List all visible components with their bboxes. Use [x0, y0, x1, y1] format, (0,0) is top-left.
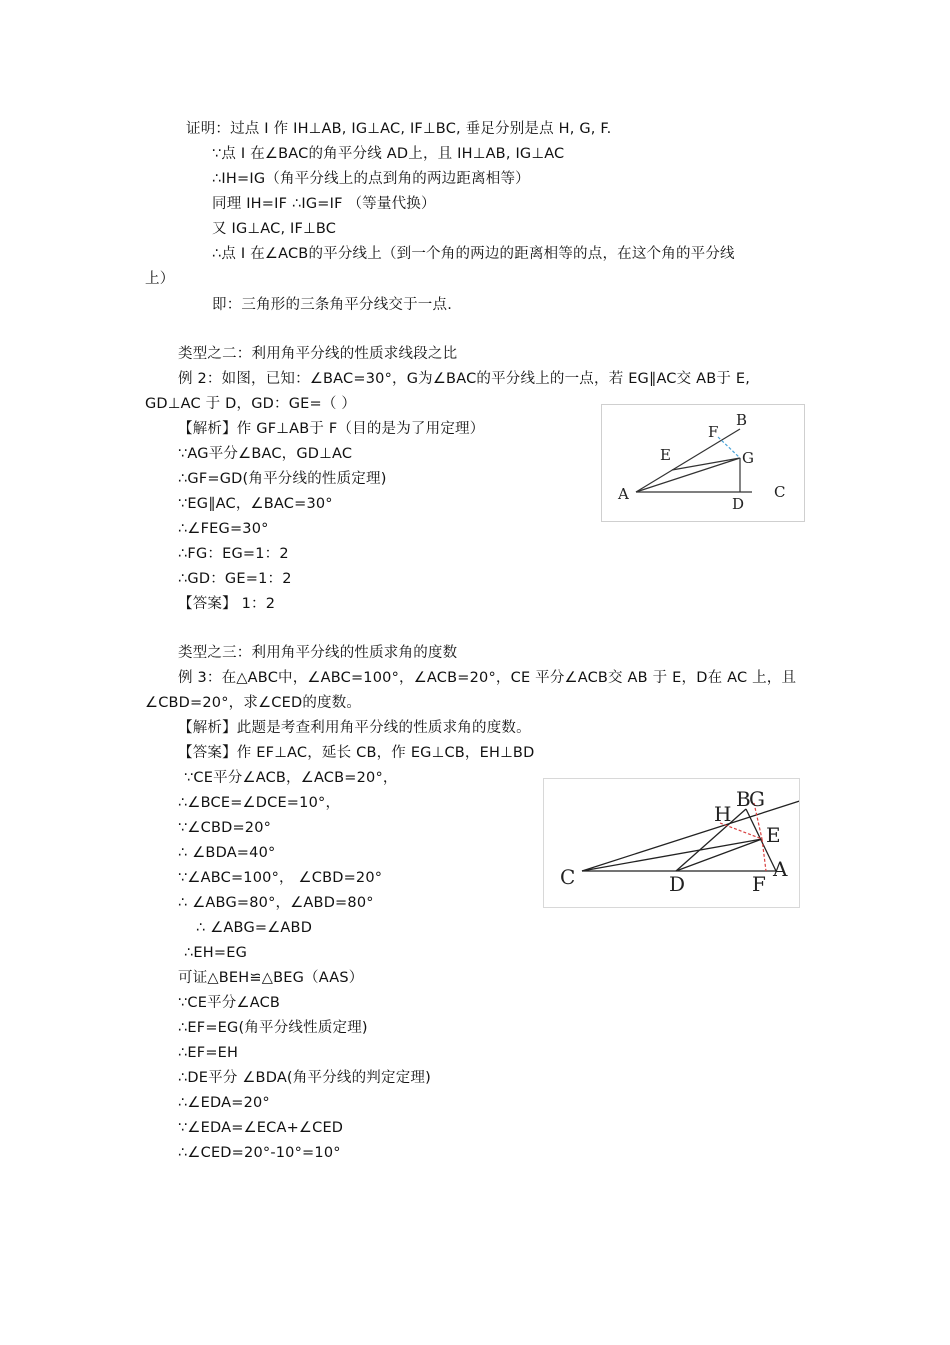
proof-conclusion: 即：三角形的三条角平分线交于一点.	[212, 297, 453, 313]
label-f: F	[752, 872, 766, 896]
type2-analysis: 【解析】作 GF⊥AB于 F（目的是为了用定理）	[178, 421, 485, 437]
type3-step-16: ∴∠CED=20°-10°=10°	[178, 1145, 341, 1161]
type3-step-14: ∴∠EDA=20°	[178, 1095, 270, 1111]
type2-step-2: ∴GF=GD(角平分线的性质定理)	[178, 471, 387, 487]
type3-analysis: 【解析】此题是考查利用角平分线的性质求角的度数。	[178, 720, 531, 736]
type3-step-1: ∵CE平分∠ACB，∠ACB=20°，	[184, 770, 398, 786]
label-g: G	[749, 787, 765, 811]
proof-line-4: 同理 IH=IF ∴IG=IF （等量代换）	[212, 196, 436, 212]
label-d: D	[669, 872, 686, 896]
type3-example-line-2: ∠CBD=20°，求∠CED的度数。	[145, 695, 362, 711]
label-h: H	[714, 802, 732, 826]
label-b: B	[736, 787, 751, 811]
type2-step-4: ∴∠FEG=30°	[178, 521, 269, 537]
label-c: C	[560, 865, 576, 889]
label-f: F	[708, 423, 719, 441]
type2-step-6: ∴GD：GE=1：2	[178, 571, 292, 587]
figure-example-3	[543, 778, 800, 908]
proof-line-3: ∴IH=IG（角平分线上的点到角的两边距离相等）	[212, 171, 530, 187]
label-d: D	[732, 495, 745, 513]
line-de	[676, 839, 762, 871]
proof-line-6: ∴点 I 在∠ACB的平分线上（到一个角的两边的距离相等的点，在这个角的平分线	[212, 246, 735, 262]
proof-line-5: 又 IG⊥AC, IF⊥BC	[212, 221, 337, 237]
type2-example-line-2: GD⊥AC 于 D，GD：GE=（ ）	[145, 396, 357, 412]
line-ce	[582, 839, 762, 871]
type2-step-3: ∵EG∥AC，∠BAC=30°	[178, 496, 333, 512]
proof-line-2: ∵点 I 在∠BAC的角平分线 AD上，且 IH⊥AB, IG⊥AC	[212, 146, 565, 162]
type3-step-15: ∵∠EDA=∠ECA+∠CED	[178, 1120, 344, 1136]
type2-answer: 【答案】 1：2	[178, 596, 276, 612]
type2-example-line-1: 例 2：如图，已知：∠BAC=30°，G为∠BAC的平分线上的一点，若 EG∥AC交 AB于 E,	[178, 371, 751, 387]
triangle-diagram-2	[602, 405, 804, 521]
label-e: E	[766, 823, 781, 847]
type3-step-6: ∴ ∠ABG=80°，∠ABD=80°	[178, 895, 374, 911]
type3-step-3: ∵∠CBD=20°	[178, 820, 272, 836]
label-e: E	[660, 446, 671, 464]
type3-answer: 【答案】作 EF⊥AC，延长 CB，作 EG⊥CB，EH⊥BD	[178, 745, 535, 761]
type2-heading: 类型之二：利用角平分线的性质求线段之比	[178, 346, 458, 362]
line-bd	[676, 809, 746, 871]
type3-step-12: ∴EF=EH	[178, 1045, 239, 1061]
proof-line-1: 证明：过点 I 作 IH⊥AB, IG⊥AC, IF⊥BC, 垂足分别是点 H, G, F.	[186, 121, 612, 137]
figure-example-2	[601, 404, 805, 522]
line-ag	[636, 458, 740, 492]
type3-heading: 类型之三：利用角平分线的性质求角的度数	[178, 645, 458, 661]
proof-line-7: 上）	[145, 271, 175, 287]
type2-step-5: ∴FG：EG=1：2	[178, 546, 289, 562]
type3-step-9: 可证△BEH≌△BEG（AAS）	[178, 970, 364, 986]
triangle-diagram-3	[544, 779, 799, 907]
type3-step-8: ∴EH=EG	[184, 945, 248, 961]
label-a: A	[618, 485, 629, 503]
type3-step-13: ∴DE平分 ∠BDA(角平分线的判定定理)	[178, 1070, 431, 1086]
type3-step-7: ∴ ∠ABG=∠ABD	[196, 920, 313, 936]
type3-step-10: ∵CE平分∠ACB	[178, 995, 281, 1011]
label-g: G	[742, 449, 754, 467]
type3-step-11: ∴EF=EG(角平分线性质定理)	[178, 1020, 368, 1036]
label-a: A	[773, 857, 788, 881]
type3-step-5: ∵∠ABC=100°， ∠CBD=20°	[178, 870, 383, 886]
label-c: C	[774, 483, 786, 501]
type3-step-2: ∴∠BCE=∠DCE=10°，	[178, 795, 341, 811]
type2-step-1: ∵AG平分∠BAC，GD⊥AC	[178, 446, 353, 462]
type3-step-4: ∴ ∠BDA=40°	[178, 845, 276, 861]
type3-example-line-1: 例 3：在△ABC中，∠ABC=100°，∠ACB=20°，CE 平分∠ACB交 AB 于 E，D在 AC 上，且	[178, 670, 797, 686]
label-b: B	[736, 411, 748, 429]
